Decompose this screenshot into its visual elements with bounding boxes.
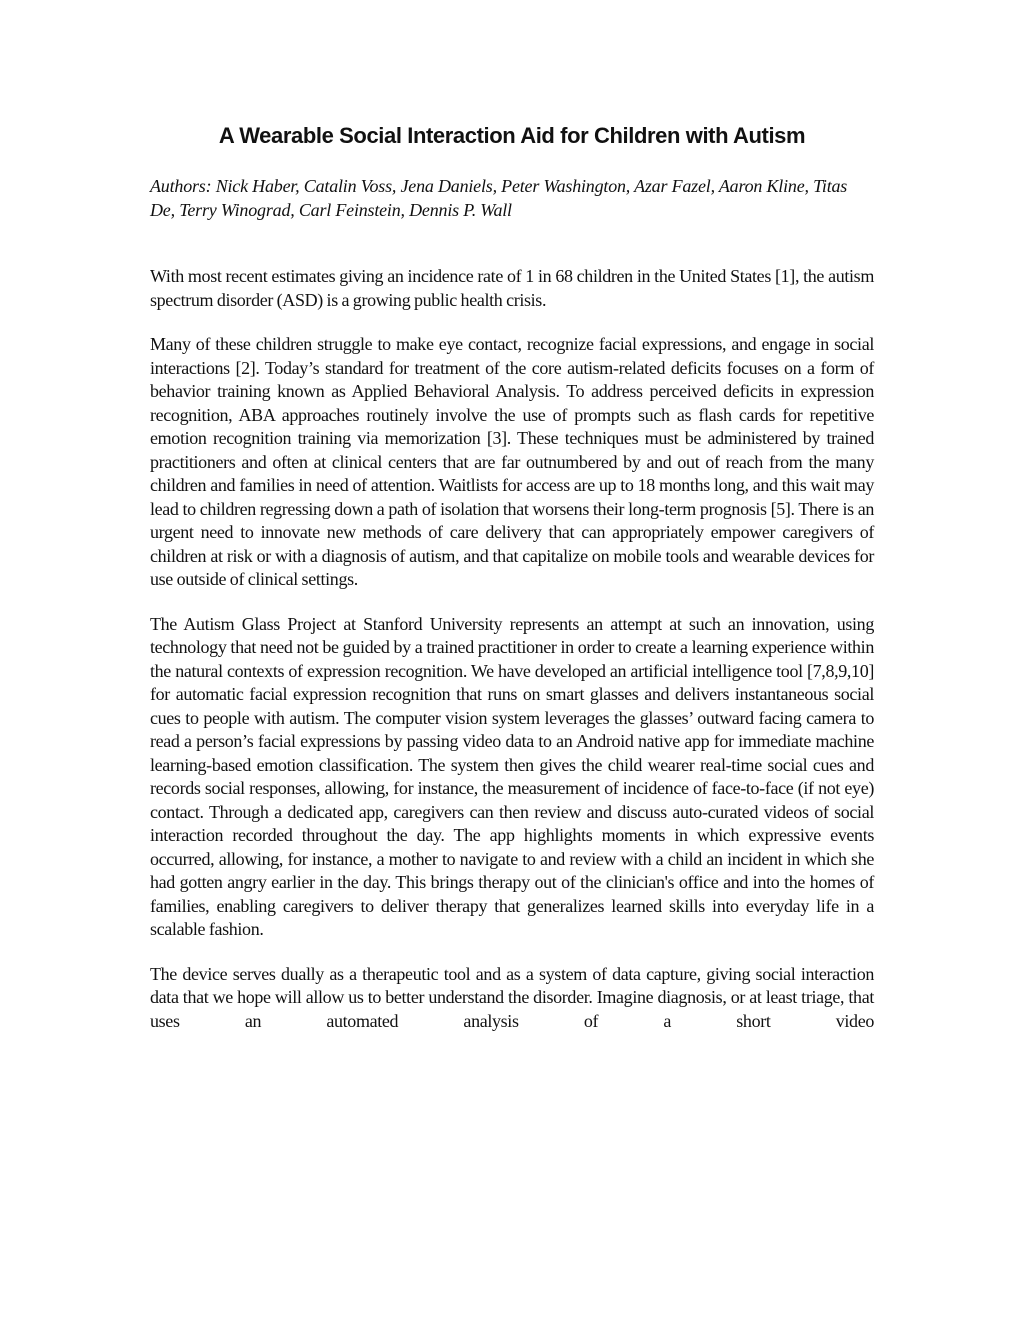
paper-page [150,118,874,1033]
author-list: Authors: Nick Haber, Catalin Voss, Jena Daniels, Peter Washington, Azar Fazel, Aaron Kline, Titas De, Terry Winograd, Carl Feinstein, Dennis P. Wall [150,176,848,220]
paragraph-autism-glass: The Autism Glass Project at Stanford University represents an attempt at such an innovation, using technology that need not be guided by a trained practitioner in order to create a learning experience within the natural contexts of expression recognition. We have developed an artificial intelligence tool [7,8,9,10] for automatic facial expression recognition that runs on smart glasses and delivers instantaneous social cues to people with autism. The computer vision system leverages the glasses’ outward facing camera to read a person’s facial expressions by passing video data to an Android native app for immediate machine learning-based emotion classification. The system then gives the child wearer real-time social cues and records social responses, allowing, for instance, the measurement of incidence of face-to-face (if not eye) contact. Through a dedicated app, caregivers can then review and discuss auto-curated videos of social interaction recorded throughout the day. The app highlights moments in which expressive events occurred, allowing, for instance, a mother to navigate to and review with a child an incident in which she had gotten angry earlier in the day. This brings therapy out of the clinician's office and into the homes of families, enabling caregivers to deliver therapy that generalizes learned skills into everyday life in a scalable fashion. [150,613,874,939]
paragraph-intro: With most recent estimates giving an incidence rate of 1 in 68 children in the United States [1], the autism spectrum disorder (ASD) is a growing public health crisis. [150,266,874,310]
paragraph-problem: Many of these children struggle to make eye contact, recognize facial expressions, and engage in social interactions [2]. Today’s standard for treatment of the core autism-related deficits focuses on a form of behavior training known as Applied Behavioral Analysis. To address perceived deficits in expression recognition, ABA approaches routinely involve the use of prompts such as flash cards for repetitive emotion recognition training via memorization [3]. These techniques must be administered by trained practitioners and often at clinical centers that are far outnumbered by and out of reach from the many children and families in need of attention. Waitlists for access are up to 18 months long, and this wait may lead to children regressing down a path of isolation that worsens their long-term prognosis [5]. There is an urgent need to innovate new methods of care delivery that can appropriately empower caregivers of children at risk or with a diagnosis of autism, and that capitalize on mobile tools and wearable devices for use outside of clinical settings. [150,334,874,589]
paragraph-device: The device serves dually as a therapeutic tool and as a system of data capture, giving social interaction data that we hope will allow us to better understand the disorder. Imagine diagnosis, or at least triage, that uses an automated analysis of a short video [150,963,874,1031]
paper-title: A Wearable Social Interaction Aid for Children with Autism [218,123,806,148]
